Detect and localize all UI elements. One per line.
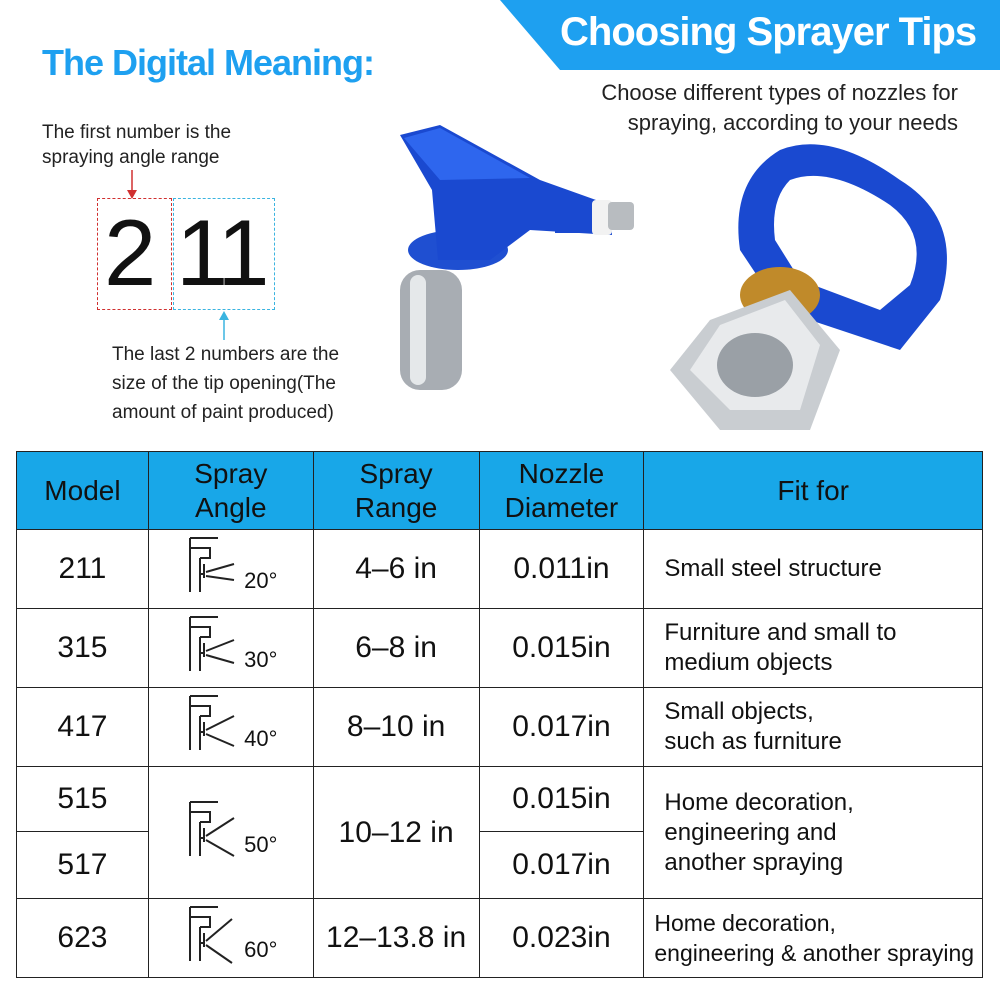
fit-line1: Small objects, bbox=[664, 698, 814, 725]
spray-angle-icon bbox=[184, 903, 242, 965]
table-row bbox=[17, 899, 983, 978]
fit-line2: medium objects bbox=[664, 649, 833, 676]
angle-value: 50° bbox=[244, 831, 278, 857]
first-digit: 2 bbox=[104, 200, 157, 305]
header-spray-angle-line2: Angle bbox=[194, 491, 267, 523]
first-number-note bbox=[42, 120, 231, 170]
spray-angle-icon bbox=[184, 692, 242, 754]
angle-value: 30° bbox=[244, 647, 278, 672]
subtitle-line2: spraying, according to your needs bbox=[627, 110, 958, 135]
header-spray-range-line1: Spray bbox=[359, 457, 433, 489]
table-row bbox=[17, 530, 983, 609]
model-cell: 417 bbox=[17, 688, 149, 767]
model-cell: 211 bbox=[17, 530, 149, 609]
angle-cell bbox=[148, 530, 313, 609]
spray-angle-icon bbox=[184, 613, 242, 675]
fit-line1: Home decoration, bbox=[664, 788, 854, 816]
range-cell: 8–10 in bbox=[313, 688, 479, 767]
angle-cell bbox=[148, 899, 313, 978]
last-numbers-note bbox=[112, 340, 339, 427]
header-spray-range-line2: Range bbox=[354, 491, 438, 523]
diameter-cell: 0.015in bbox=[479, 767, 644, 832]
fit-line2: such as furniture bbox=[664, 728, 842, 755]
angle-value: 40° bbox=[244, 726, 278, 751]
fit-line2: engineering and bbox=[664, 818, 837, 846]
diameter-cell: 0.015in bbox=[479, 609, 644, 688]
header-fit-for: Fit for bbox=[644, 452, 983, 530]
header-nozzle-diameter bbox=[479, 452, 644, 530]
model-cell: 315 bbox=[17, 609, 149, 688]
fit-line1: Furniture and small to bbox=[664, 619, 897, 646]
last-numbers-note-line3: amount of paint produced) bbox=[112, 402, 334, 423]
angle-value: 20° bbox=[244, 568, 278, 593]
subtitle-line1: Choose different types of nozzles for bbox=[601, 80, 958, 105]
model-cell: 517 bbox=[17, 832, 149, 899]
range-cell: 10–12 in bbox=[313, 767, 479, 899]
diameter-cell: 0.017in bbox=[479, 688, 644, 767]
fit-line3: another spraying bbox=[664, 848, 844, 876]
cyan-arrow-icon bbox=[218, 310, 230, 340]
spec-table bbox=[16, 451, 983, 978]
spray-angle-icon bbox=[184, 534, 242, 596]
tip-guard-icon bbox=[670, 144, 947, 430]
fit-line1: Home decoration, bbox=[654, 910, 836, 936]
diameter-cell: 0.023in bbox=[479, 899, 644, 978]
diameter-cell: 0.017in bbox=[479, 832, 644, 899]
header-spray-angle bbox=[148, 452, 313, 530]
spray-tip-icon bbox=[400, 125, 634, 390]
model-cell: 515 bbox=[17, 767, 149, 832]
model-cell: 623 bbox=[17, 899, 149, 978]
fit-line1: Small steel structure bbox=[664, 555, 882, 582]
header-nozzle-diameter-line2: Diameter bbox=[504, 491, 619, 523]
angle-value: 60° bbox=[244, 937, 278, 962]
table-row bbox=[17, 609, 983, 688]
first-number-note-line2: spraying angle range bbox=[42, 147, 220, 168]
fit-cell bbox=[644, 767, 983, 899]
angle-cell bbox=[148, 688, 313, 767]
table-row bbox=[17, 767, 983, 832]
header-nozzle-diameter-line1: Nozzle bbox=[518, 457, 605, 489]
header-spray-angle-line1: Spray bbox=[194, 457, 268, 489]
header-model: Model bbox=[17, 452, 149, 530]
fit-line2: engineering & another spraying bbox=[654, 940, 975, 966]
red-arrow-icon bbox=[126, 170, 138, 200]
digital-meaning-title: The Digital Meaning: bbox=[42, 42, 375, 83]
angle-cell bbox=[148, 609, 313, 688]
fit-cell bbox=[644, 609, 983, 688]
fit-cell bbox=[644, 688, 983, 767]
range-cell: 6–8 in bbox=[313, 609, 479, 688]
banner-title: Choosing Sprayer Tips bbox=[560, 10, 977, 54]
range-cell: 4–6 in bbox=[313, 530, 479, 609]
last-numbers-note-line1: The last 2 numbers are the bbox=[112, 344, 340, 365]
table-header-row bbox=[17, 452, 983, 530]
spray-angle-icon bbox=[184, 798, 242, 860]
fit-cell bbox=[644, 899, 983, 978]
table-row bbox=[17, 688, 983, 767]
range-cell: 12–13.8 in bbox=[313, 899, 479, 978]
fit-cell bbox=[644, 530, 983, 609]
diameter-cell: 0.011in bbox=[479, 530, 644, 609]
product-illustration bbox=[380, 110, 980, 450]
header-spray-range bbox=[313, 452, 479, 530]
last-digits: 11 bbox=[176, 200, 266, 305]
first-number-note-line1: The first number is the bbox=[42, 122, 232, 143]
angle-cell bbox=[148, 767, 313, 899]
last-numbers-note-line2: size of the tip opening(The bbox=[112, 373, 336, 394]
